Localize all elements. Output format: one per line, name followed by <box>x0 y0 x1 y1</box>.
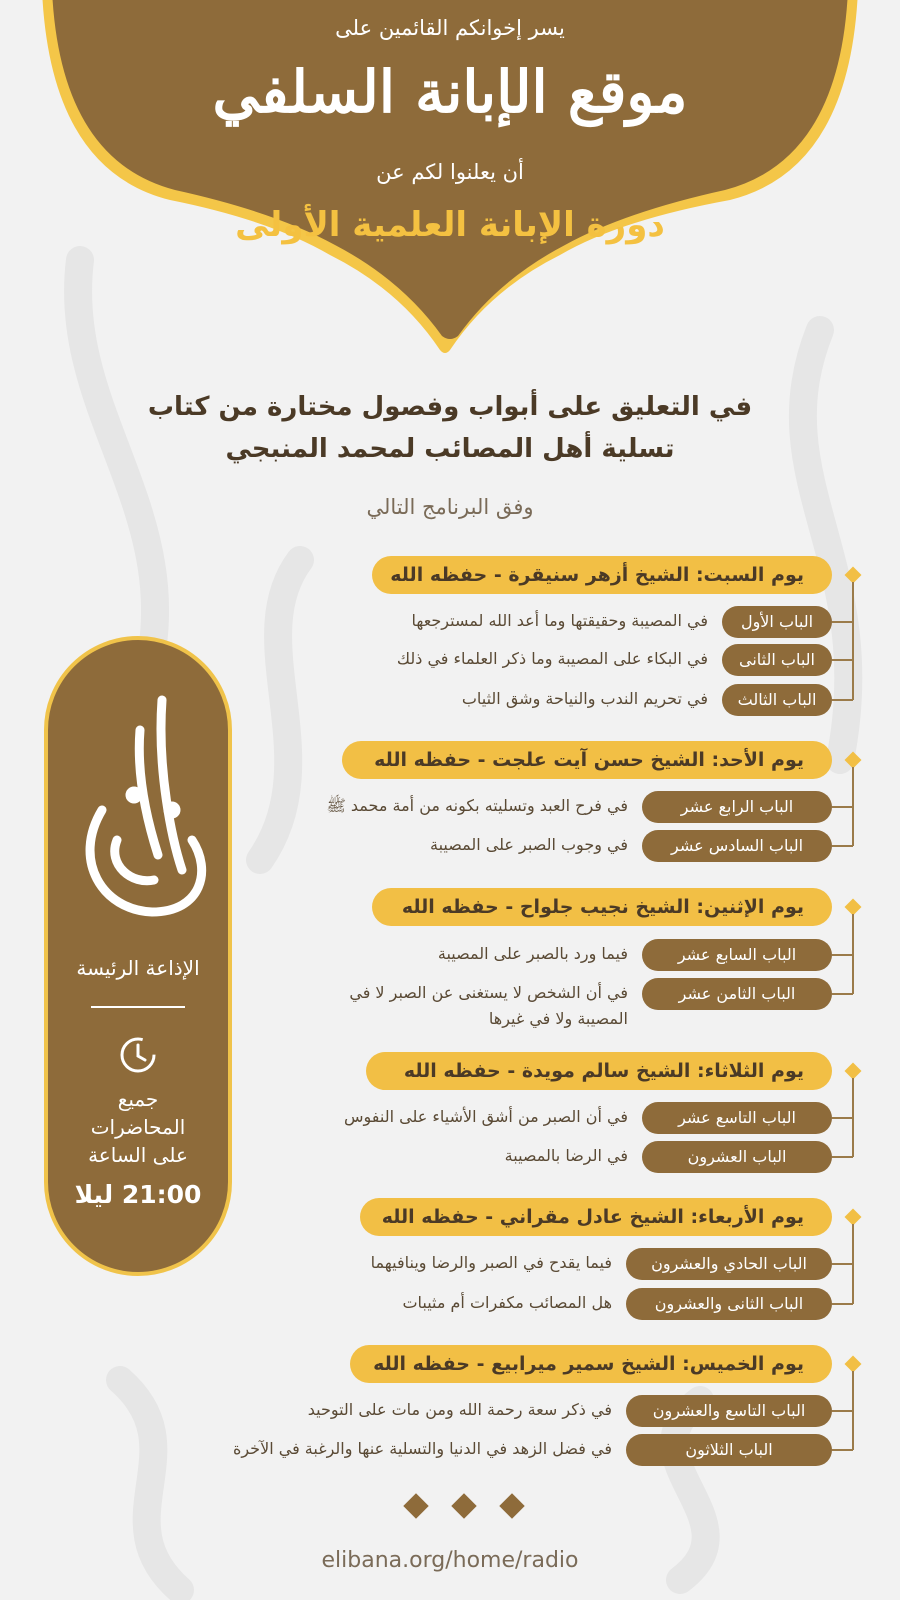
connector-line <box>832 993 853 995</box>
footer-diamond <box>403 1493 428 1518</box>
connector-line <box>832 1117 853 1119</box>
connector-line <box>832 659 853 661</box>
panel-divider <box>91 1006 185 1008</box>
lectures-line-2: المحاضرات <box>90 1115 186 1139</box>
day-header: يوم الأربعاء: الشيخ عادل مقراني - حفظه الله <box>360 1198 832 1236</box>
footer-diamond <box>499 1493 524 1518</box>
lectures-line-1: جميع <box>117 1087 159 1111</box>
chapter-label: الباب السابع عشر <box>642 939 832 971</box>
day-header: يوم الإثنين: الشيخ نجيب جلواح - حفظه الله <box>372 888 832 926</box>
chapter-label: الباب العشرون <box>642 1141 832 1173</box>
chapter-description: في ذكر سعة رحمة الله ومن مات على التوحيد <box>307 1400 612 1419</box>
header-intro-line: يسر إخوانكم القائمين على <box>335 16 565 40</box>
course-title: دورة الإبانة العلمية الأولى <box>235 205 665 245</box>
chapter-description: في وجوب الصبر على المصيبة <box>430 835 628 854</box>
lectures-time-label <box>44 1085 232 1169</box>
chapter-description: فيما يقدح في الصبر والرضا وينافيهما <box>370 1253 612 1272</box>
day-diamond-icon <box>845 1063 862 1080</box>
chapter-label: الباب الثلاثون <box>626 1434 832 1466</box>
chapter-description: في فضل الزهد في الدنيا والتسلية عنها والرغبة في الآخرة <box>232 1439 612 1458</box>
chapter-description: في تحريم الندب والنياحة وشق الثياب <box>461 689 708 708</box>
connector-line <box>832 845 853 847</box>
day-diamond-icon <box>845 752 862 769</box>
chapter-description: هل المصائب مكفرات أم مثيبات <box>402 1293 612 1312</box>
connector-line <box>832 1410 853 1412</box>
connector-line <box>852 582 854 700</box>
day-header: يوم الأحد: الشيخ حسن آيت علجت - حفظه الله <box>342 741 832 779</box>
site-logo-calligraphy: موقع الإبانة السلفي <box>212 58 688 126</box>
connector-line <box>832 1449 853 1451</box>
clock-icon <box>118 1035 158 1075</box>
main-radio-label: الإذاعة الرئيسة <box>76 956 200 980</box>
book-intro-line: في التعليق على أبواب وفصول مختارة من كتاب <box>147 392 753 422</box>
header-dome <box>30 0 870 370</box>
chapter-description: في المصيبة وحقيقتها وما أعد الله لمسترجعها <box>411 611 708 630</box>
ibana-logo-icon <box>62 690 212 930</box>
chapter-description: في أن الشخص لا يستغنى عن الصبر لا في المصيبة ولا في غيرها <box>349 983 628 1028</box>
chapter-label: الباب الحادي والعشرون <box>626 1248 832 1280</box>
chapter-label: الباب الثامن عشر <box>642 978 832 1010</box>
connector-line <box>832 1156 853 1158</box>
chapter-description: في البكاء على المصيبة وما ذكر العلماء في ذلك <box>396 649 708 668</box>
day-header: يوم الخميس: الشيخ سمير ميرابيع - حفظه الله <box>350 1345 832 1383</box>
connector-line <box>832 699 853 701</box>
connector-line <box>832 621 853 623</box>
chapter-description: فيما ورد بالصبر على المصيبة <box>437 944 628 963</box>
chapter-label: الباب التاسع عشر <box>642 1102 832 1134</box>
connector-line <box>832 1303 853 1305</box>
radio-url: elibana.org/home/radio <box>321 1548 579 1573</box>
chapter-label: الباب الثانى والعشرون <box>626 1288 832 1320</box>
footer-diamond <box>451 1493 476 1518</box>
day-diamond-icon <box>845 899 862 916</box>
chapter-label: الباب التاسع والعشرون <box>626 1395 832 1427</box>
day-header: يوم السبت: الشيخ أزهر سنيقرة - حفظه الله <box>372 556 832 594</box>
chapter-label: الباب الثانى <box>722 644 832 676</box>
connector-line <box>832 954 853 956</box>
chapter-description: في فرح العبد وتسليته بكونه من أمة محمد ﷺ <box>326 796 628 815</box>
day-header: يوم الثلاثاء: الشيخ سالم مويدة - حفظه الله <box>366 1052 832 1090</box>
book-title-line: تسلية أهل المصائب لمحمد المنبجي <box>225 434 675 464</box>
chapter-label: الباب الثالث <box>722 684 832 716</box>
day-diamond-icon <box>845 567 862 584</box>
header-announce-line: أن يعلنوا لكم عن <box>376 160 524 184</box>
day-diamond-icon <box>845 1209 862 1226</box>
chapter-description: في أن الصبر من أشق الأشياء على النفوس <box>344 1107 628 1126</box>
connector-line <box>832 806 853 808</box>
connector-line <box>832 1263 853 1265</box>
chapter-label: الباب السادس عشر <box>642 830 832 862</box>
chapter-description: في الرضا بالمصيبة <box>504 1146 628 1165</box>
chapter-label: الباب الرابع عشر <box>642 791 832 823</box>
schedule-intro-line: وفق البرنامج التالي <box>366 495 534 519</box>
day-diamond-icon <box>845 1356 862 1373</box>
lecture-time: 21:00 ليلا <box>74 1180 202 1209</box>
lectures-line-3: على الساعة <box>88 1143 188 1167</box>
chapter-label: الباب الأول <box>722 606 832 638</box>
